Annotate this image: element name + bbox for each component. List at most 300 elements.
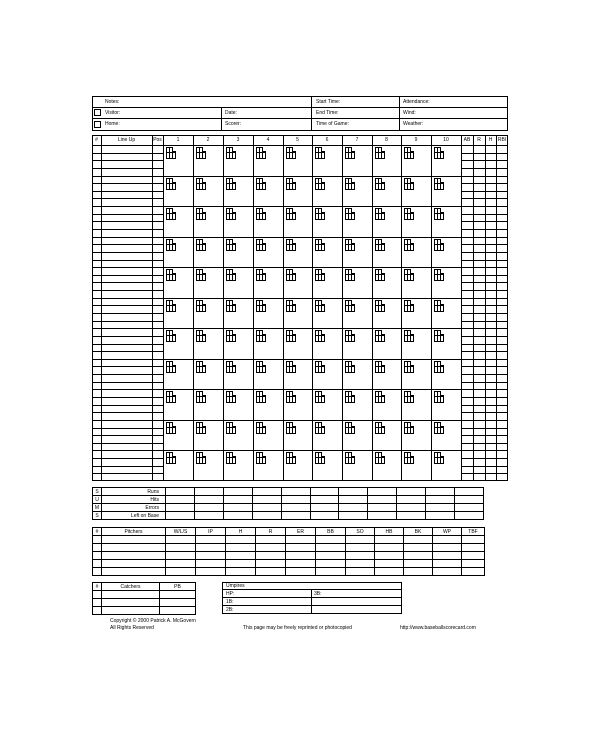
- pitcher-cell[interactable]: [316, 552, 346, 560]
- pitch-count-boxes[interactable]: [315, 330, 327, 342]
- pitcher-cell[interactable]: [462, 552, 485, 560]
- lineup-header: Line Up: [117, 137, 136, 143]
- catcher-cell[interactable]: [160, 607, 196, 615]
- summary-cell[interactable]: [426, 504, 455, 512]
- pitcher-cell[interactable]: [316, 544, 346, 552]
- pitcher-cell[interactable]: [433, 536, 462, 544]
- grid-row-line: [461, 183, 508, 184]
- pitch-count-boxes[interactable]: [286, 178, 298, 190]
- pitcher-cell[interactable]: [346, 552, 375, 560]
- summary-row: [93, 488, 484, 496]
- batter-number-header: #: [95, 137, 98, 143]
- pitcher-cell[interactable]: [286, 536, 316, 544]
- pitchers-table: [92, 527, 485, 576]
- pitcher-cell[interactable]: [166, 568, 196, 576]
- pitch-count-boxes[interactable]: [286, 269, 298, 281]
- pitch-count-boxes[interactable]: [286, 208, 298, 220]
- pitch-count-boxes[interactable]: [256, 269, 268, 281]
- pitch-count-boxes[interactable]: [256, 361, 268, 373]
- catcher-cell[interactable]: [160, 591, 196, 599]
- pitch-count-boxes[interactable]: [196, 239, 208, 251]
- pitch-count-boxes[interactable]: [404, 178, 416, 190]
- catchers-header-row: [93, 583, 196, 591]
- pitcher-cell[interactable]: [102, 536, 166, 544]
- pitch-count-boxes[interactable]: [434, 178, 446, 190]
- grid-row-line: [92, 405, 163, 406]
- pitcher-cell[interactable]: [404, 568, 433, 576]
- pitch-count-boxes[interactable]: [345, 422, 357, 434]
- catcher-cell[interactable]: [160, 599, 196, 607]
- summary-cell[interactable]: [223, 488, 252, 496]
- pitcher-cell[interactable]: [256, 536, 286, 544]
- pitch-count-boxes[interactable]: [226, 391, 238, 403]
- pitch-count-boxes[interactable]: [404, 391, 416, 403]
- summary-cell[interactable]: [310, 496, 339, 504]
- pitch-count-boxes[interactable]: [166, 147, 178, 159]
- pitcher-cell[interactable]: [256, 544, 286, 552]
- pitcher-cell[interactable]: [462, 544, 485, 552]
- grid-row-line: [92, 382, 163, 383]
- pitch-count-boxes[interactable]: [196, 269, 208, 281]
- pitcher-cell[interactable]: [196, 536, 226, 544]
- pitch-count-boxes[interactable]: [226, 300, 238, 312]
- summary-cell[interactable]: [426, 488, 455, 496]
- inning-5-header: 5: [296, 137, 299, 143]
- summary-cell[interactable]: [455, 504, 484, 512]
- pitcher-cell[interactable]: [316, 536, 346, 544]
- pitch-count-boxes[interactable]: [315, 147, 327, 159]
- umpire-3b-label: 3B:: [314, 591, 322, 597]
- pitch-count-boxes[interactable]: [434, 269, 446, 281]
- grid-row-line: [461, 443, 508, 444]
- pitch-count-boxes[interactable]: [345, 300, 357, 312]
- grid-row-line: [92, 191, 163, 192]
- summary-letter: S: [93, 512, 102, 520]
- pitcher-cell[interactable]: [196, 544, 226, 552]
- pitcher-cell[interactable]: [316, 560, 346, 568]
- pitcher-cell[interactable]: [93, 536, 102, 544]
- pitch-count-boxes[interactable]: [315, 269, 327, 281]
- pitch-count-boxes[interactable]: [375, 239, 387, 251]
- pitch-count-boxes[interactable]: [196, 330, 208, 342]
- pitch-count-boxes[interactable]: [434, 452, 446, 464]
- pitch-count-boxes[interactable]: [226, 147, 238, 159]
- divider: [92, 118, 508, 119]
- pitch-count-boxes[interactable]: [315, 361, 327, 373]
- pitcher-cell[interactable]: [316, 568, 346, 576]
- summary-cell[interactable]: [339, 504, 368, 512]
- pitcher-row: [93, 568, 485, 576]
- pitch-count-boxes[interactable]: [166, 452, 178, 464]
- summary-cell[interactable]: [310, 488, 339, 496]
- visitor-checkbox[interactable]: [94, 109, 101, 116]
- grid-row-line: [461, 412, 508, 413]
- pitch-count-boxes[interactable]: [226, 269, 238, 281]
- pitch-count-boxes[interactable]: [315, 391, 327, 403]
- pitchers-header: ER: [286, 528, 316, 536]
- pitch-count-boxes[interactable]: [166, 300, 178, 312]
- summary-cell[interactable]: [194, 488, 223, 496]
- pitcher-cell[interactable]: [375, 568, 404, 576]
- pitch-count-boxes[interactable]: [256, 208, 268, 220]
- summary-cell[interactable]: [397, 488, 426, 496]
- summary-cell[interactable]: [166, 496, 195, 504]
- pitcher-cell[interactable]: [346, 544, 375, 552]
- pitch-count-boxes[interactable]: [226, 361, 238, 373]
- pitch-count-boxes[interactable]: [256, 147, 268, 159]
- pitch-count-boxes[interactable]: [256, 300, 268, 312]
- pitcher-cell[interactable]: [93, 544, 102, 552]
- pitch-count-boxes[interactable]: [286, 361, 298, 373]
- pitcher-cell[interactable]: [166, 536, 196, 544]
- summary-cell[interactable]: [252, 496, 281, 504]
- pitch-count-boxes[interactable]: [434, 330, 446, 342]
- grid-row-line: [461, 458, 508, 459]
- summary-cell[interactable]: [368, 512, 397, 520]
- pitch-count-boxes[interactable]: [375, 391, 387, 403]
- pitch-count-boxes[interactable]: [166, 269, 178, 281]
- pitch-count-boxes[interactable]: [166, 178, 178, 190]
- summary-cell[interactable]: [252, 488, 281, 496]
- pitcher-cell[interactable]: [375, 536, 404, 544]
- catcher-cell[interactable]: [93, 607, 102, 615]
- batter-group-line: [92, 206, 508, 207]
- pitch-count-boxes[interactable]: [375, 178, 387, 190]
- grid-row-line: [461, 366, 508, 367]
- grid-row-line: [92, 435, 163, 436]
- summary-cell[interactable]: [368, 504, 397, 512]
- catcher-cell[interactable]: [102, 599, 160, 607]
- grid-row-line: [92, 260, 163, 261]
- pitch-count-boxes[interactable]: [256, 330, 268, 342]
- pitcher-row: [93, 552, 485, 560]
- pitch-count-boxes[interactable]: [196, 391, 208, 403]
- pitchers-header: BK: [404, 528, 433, 536]
- pitcher-cell[interactable]: [226, 560, 256, 568]
- summary-cell[interactable]: [426, 496, 455, 504]
- summary-cell[interactable]: [281, 488, 310, 496]
- pitcher-cell[interactable]: [166, 560, 196, 568]
- pitch-count-boxes[interactable]: [286, 422, 298, 434]
- summary-cell[interactable]: [368, 488, 397, 496]
- pitch-count-boxes[interactable]: [345, 239, 357, 251]
- pitcher-cell[interactable]: [433, 560, 462, 568]
- pitch-count-boxes[interactable]: [404, 300, 416, 312]
- pitcher-cell[interactable]: [462, 536, 485, 544]
- pitch-count-boxes[interactable]: [404, 330, 416, 342]
- pitch-count-boxes[interactable]: [315, 208, 327, 220]
- catcher-cell[interactable]: [102, 591, 160, 599]
- pitcher-cell[interactable]: [256, 560, 286, 568]
- pitcher-cell[interactable]: [226, 552, 256, 560]
- pitcher-cell[interactable]: [286, 552, 316, 560]
- pitch-count-boxes[interactable]: [256, 239, 268, 251]
- grid-column-line: [342, 135, 343, 481]
- pitcher-cell[interactable]: [375, 544, 404, 552]
- pitch-count-boxes[interactable]: [434, 422, 446, 434]
- grid-column-line: [253, 135, 254, 481]
- inning-6-header: 6: [325, 137, 329, 143]
- pitch-count-boxes[interactable]: [375, 300, 387, 312]
- grid-row-line: [92, 351, 163, 352]
- pitch-count-boxes[interactable]: [166, 391, 178, 403]
- pitchers-header: TBF: [462, 528, 485, 536]
- pitch-count-boxes[interactable]: [196, 178, 208, 190]
- pitch-count-boxes[interactable]: [345, 391, 357, 403]
- pitcher-cell[interactable]: [93, 568, 102, 576]
- pitch-count-boxes[interactable]: [256, 391, 268, 403]
- reprint-text: This page may be freely reprinted or photocopied: [243, 625, 352, 631]
- pitch-count-boxes[interactable]: [404, 147, 416, 159]
- pitcher-cell[interactable]: [404, 560, 433, 568]
- pitcher-cell[interactable]: [256, 552, 286, 560]
- pitch-count-boxes[interactable]: [375, 208, 387, 220]
- pitcher-cell[interactable]: [433, 552, 462, 560]
- pitch-count-boxes[interactable]: [315, 422, 327, 434]
- website-link[interactable]: http://www.baseballscorecard.com: [400, 625, 476, 631]
- pitcher-cell[interactable]: [462, 560, 485, 568]
- pitch-count-boxes[interactable]: [196, 422, 208, 434]
- pitch-count-boxes[interactable]: [286, 147, 298, 159]
- pitchers-header: IP: [196, 528, 226, 536]
- catcher-cell[interactable]: [93, 599, 102, 607]
- pitch-count-boxes[interactable]: [434, 361, 446, 373]
- summary-cell[interactable]: [397, 496, 426, 504]
- pitch-count-boxes[interactable]: [196, 452, 208, 464]
- pitch-count-boxes[interactable]: [226, 452, 238, 464]
- divider: [311, 589, 312, 614]
- pitch-count-boxes[interactable]: [315, 300, 327, 312]
- pitcher-cell[interactable]: [346, 560, 375, 568]
- summary-cell[interactable]: [194, 496, 223, 504]
- pitch-count-boxes[interactable]: [286, 239, 298, 251]
- summary-cell[interactable]: [339, 496, 368, 504]
- notes-label: Notes:: [105, 99, 120, 105]
- summary-cell[interactable]: [455, 488, 484, 496]
- pitch-count-boxes[interactable]: [375, 361, 387, 373]
- pitch-count-boxes[interactable]: [286, 300, 298, 312]
- batter-group-line: [92, 389, 508, 390]
- pitcher-cell[interactable]: [256, 568, 286, 576]
- pitcher-cell[interactable]: [433, 544, 462, 552]
- summary-cell[interactable]: [166, 488, 195, 496]
- pitcher-cell[interactable]: [286, 568, 316, 576]
- pitcher-cell[interactable]: [166, 552, 196, 560]
- pitcher-cell[interactable]: [226, 544, 256, 552]
- pitchers-header: H: [226, 528, 256, 536]
- pitch-count-boxes[interactable]: [166, 361, 178, 373]
- summary-cell[interactable]: [194, 504, 223, 512]
- catcher-cell[interactable]: [93, 591, 102, 599]
- pitch-count-boxes[interactable]: [434, 147, 446, 159]
- summary-cell[interactable]: [339, 488, 368, 496]
- grid-row-line: [92, 183, 163, 184]
- batter-group-line: [92, 176, 508, 177]
- summary-cell[interactable]: [166, 504, 195, 512]
- pitch-count-boxes[interactable]: [196, 208, 208, 220]
- pitch-count-boxes[interactable]: [226, 178, 238, 190]
- divider: [311, 96, 312, 131]
- start-time-label: Start Time:: [316, 99, 341, 105]
- grid-row-line: [92, 374, 163, 375]
- pitch-count-boxes[interactable]: [404, 452, 416, 464]
- pitch-count-boxes[interactable]: [404, 422, 416, 434]
- umpires-box: [222, 582, 402, 614]
- summary-cell[interactable]: [310, 504, 339, 512]
- pitcher-cell[interactable]: [196, 560, 226, 568]
- catcher-cell[interactable]: [102, 607, 160, 615]
- pitch-count-boxes[interactable]: [226, 208, 238, 220]
- home-checkbox[interactable]: [94, 121, 101, 128]
- divider: [221, 107, 222, 131]
- pitcher-cell[interactable]: [102, 568, 166, 576]
- pitch-count-boxes[interactable]: [166, 208, 178, 220]
- grid-column-line: [473, 135, 474, 481]
- pitch-count-boxes[interactable]: [434, 300, 446, 312]
- pitcher-cell[interactable]: [404, 544, 433, 552]
- grid-row-line: [461, 428, 508, 429]
- pitcher-cell[interactable]: [102, 544, 166, 552]
- summary-cell[interactable]: [281, 496, 310, 504]
- summary-cell[interactable]: [310, 512, 339, 520]
- game-info-box: [92, 96, 508, 131]
- pitch-count-boxes[interactable]: [345, 452, 357, 464]
- summary-cell[interactable]: [223, 512, 252, 520]
- pitch-count-boxes[interactable]: [404, 239, 416, 251]
- pitcher-cell[interactable]: [166, 544, 196, 552]
- summary-cell[interactable]: [194, 512, 223, 520]
- grid-row-line: [461, 305, 508, 306]
- summary-cell[interactable]: [397, 504, 426, 512]
- pitch-count-boxes[interactable]: [345, 330, 357, 342]
- summary-cell[interactable]: [368, 496, 397, 504]
- grid-row-line: [461, 405, 508, 406]
- pitch-count-boxes[interactable]: [226, 239, 238, 251]
- summary-cell[interactable]: [339, 512, 368, 520]
- pitch-count-boxes[interactable]: [375, 452, 387, 464]
- pitch-count-boxes[interactable]: [256, 422, 268, 434]
- pitcher-cell[interactable]: [404, 536, 433, 544]
- pitch-count-boxes[interactable]: [345, 178, 357, 190]
- pitch-count-boxes[interactable]: [196, 361, 208, 373]
- pitcher-cell[interactable]: [196, 568, 226, 576]
- pitch-count-boxes[interactable]: [315, 178, 327, 190]
- grid-row-line: [461, 336, 508, 337]
- pitcher-cell[interactable]: [93, 552, 102, 560]
- pitch-count-boxes[interactable]: [226, 330, 238, 342]
- pitch-count-boxes[interactable]: [286, 452, 298, 464]
- grid-row-line: [461, 313, 508, 314]
- pitch-count-boxes[interactable]: [375, 330, 387, 342]
- pitcher-cell[interactable]: [286, 560, 316, 568]
- summary-cell[interactable]: [281, 512, 310, 520]
- pitch-count-boxes[interactable]: [345, 208, 357, 220]
- pitch-count-boxes[interactable]: [315, 452, 327, 464]
- pitch-count-boxes[interactable]: [166, 239, 178, 251]
- pitch-count-boxes[interactable]: [375, 147, 387, 159]
- pitcher-cell[interactable]: [375, 560, 404, 568]
- pitch-count-boxes[interactable]: [315, 239, 327, 251]
- pitch-count-boxes[interactable]: [434, 239, 446, 251]
- pitch-count-boxes[interactable]: [226, 422, 238, 434]
- pitcher-cell[interactable]: [102, 560, 166, 568]
- summary-cell[interactable]: [397, 512, 426, 520]
- pitcher-cell[interactable]: [433, 568, 462, 576]
- pitch-count-boxes[interactable]: [345, 147, 357, 159]
- summary-label: Runs: [102, 488, 166, 496]
- pitch-count-boxes[interactable]: [434, 391, 446, 403]
- pitchers-header: Pitchers: [102, 528, 166, 536]
- summary-cell[interactable]: [455, 496, 484, 504]
- pitch-count-boxes[interactable]: [404, 361, 416, 373]
- summary-cell[interactable]: [281, 504, 310, 512]
- pitch-count-boxes[interactable]: [375, 269, 387, 281]
- pitcher-cell[interactable]: [196, 552, 226, 560]
- summary-row: [93, 496, 484, 504]
- grid-row-line: [461, 344, 508, 345]
- pitch-count-boxes[interactable]: [345, 269, 357, 281]
- grid-row-line: [461, 466, 508, 467]
- grid-row-line: [92, 252, 163, 253]
- batter-group-line: [92, 359, 508, 360]
- pitcher-cell[interactable]: [375, 552, 404, 560]
- summary-cell[interactable]: [166, 512, 195, 520]
- pitcher-cell[interactable]: [346, 536, 375, 544]
- summary-cell[interactable]: [455, 512, 484, 520]
- pitch-count-boxes[interactable]: [196, 147, 208, 159]
- grid-row-line: [92, 282, 163, 283]
- summary-label: Hits: [102, 496, 166, 504]
- summary-cell[interactable]: [252, 512, 281, 520]
- pitch-count-boxes[interactable]: [166, 422, 178, 434]
- pitch-count-boxes[interactable]: [375, 422, 387, 434]
- pitcher-cell[interactable]: [286, 544, 316, 552]
- pitch-count-boxes[interactable]: [345, 361, 357, 373]
- pitcher-cell[interactable]: [102, 552, 166, 560]
- pitch-count-boxes[interactable]: [404, 269, 416, 281]
- pitch-count-boxes[interactable]: [166, 330, 178, 342]
- grid-row-line: [461, 260, 508, 261]
- pitcher-cell[interactable]: [404, 552, 433, 560]
- pitch-count-boxes[interactable]: [256, 452, 268, 464]
- summary-row: [93, 504, 484, 512]
- pitcher-cell[interactable]: [346, 568, 375, 576]
- pitcher-cell[interactable]: [93, 560, 102, 568]
- grid-row-line: [461, 153, 508, 154]
- summary-cell[interactable]: [223, 496, 252, 504]
- summary-cell[interactable]: [223, 504, 252, 512]
- summary-table: [92, 487, 484, 520]
- summary-cell[interactable]: [426, 512, 455, 520]
- summary-cell[interactable]: [252, 504, 281, 512]
- grid-row-line: [92, 366, 163, 367]
- pitcher-cell[interactable]: [226, 536, 256, 544]
- pitcher-row: [93, 544, 485, 552]
- pitch-count-boxes[interactable]: [196, 300, 208, 312]
- pitch-count-boxes[interactable]: [286, 391, 298, 403]
- pitcher-cell[interactable]: [462, 568, 485, 576]
- inning-2-header: 2: [206, 137, 210, 143]
- pitch-count-boxes[interactable]: [256, 178, 268, 190]
- inning-3-header: 3: [236, 137, 240, 143]
- pitch-count-boxes[interactable]: [404, 208, 416, 220]
- divider: [222, 589, 402, 590]
- grid-row-line: [461, 290, 508, 291]
- pitcher-cell[interactable]: [226, 568, 256, 576]
- pitch-count-boxes[interactable]: [286, 330, 298, 342]
- pitch-count-boxes[interactable]: [434, 208, 446, 220]
- batter-group-line: [92, 420, 508, 421]
